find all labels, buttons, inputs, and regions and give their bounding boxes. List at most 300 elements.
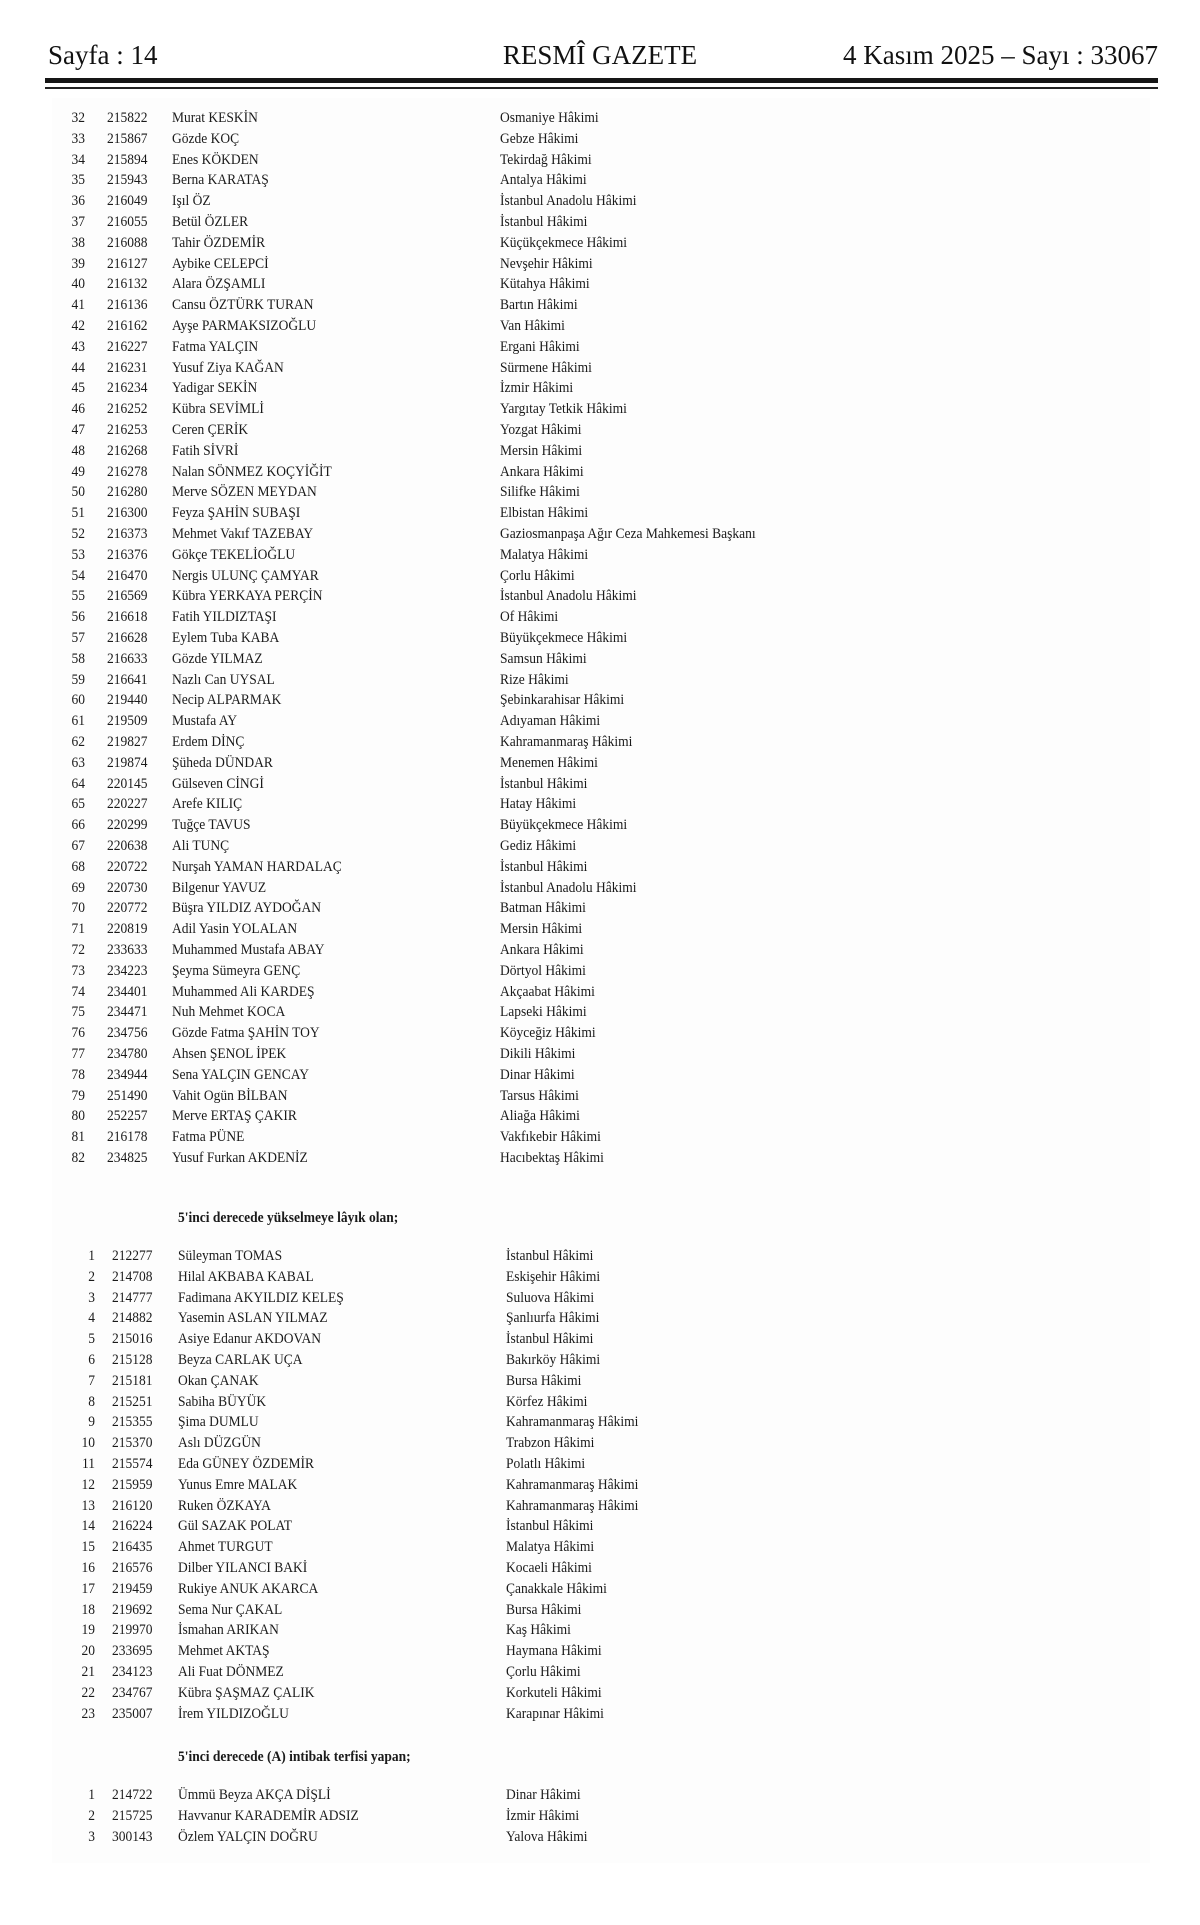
registry-number: 234767 [111,1684,153,1701]
table-row [0,1412,1080,1433]
table-row [0,191,1080,212]
registry-number: 219459 [111,1580,153,1597]
court-title: İstanbul Anadolu Hâkimi [499,193,637,210]
table-row [0,482,1080,503]
table-row [0,753,1080,774]
judge-name: Sena YALÇIN GENCAY [171,1066,310,1083]
row-number: 13 [81,1497,95,1514]
court-title: Bursa Hâkimi [505,1601,582,1618]
judge-name: Ayşe PARMAKSIZOĞLU [171,318,317,334]
judge-name: Yadigar SEKİN [171,380,258,397]
row-number: 21 [81,1664,95,1680]
judge-name: Kübra SEVİMLİ [171,401,264,418]
registry-number: 214777 [111,1289,153,1306]
row-number: 66 [71,817,85,834]
registry-number: 216470 [106,567,148,584]
registry-number: 215867 [106,130,148,147]
registry-number: 219874 [106,754,148,771]
row-number: 75 [71,1004,85,1021]
row-number: 9 [88,1414,95,1431]
judge-name: Necip ALPARMAK [171,692,282,709]
table-row [0,857,1080,878]
row-number: 1 [88,1248,95,1264]
registry-number: 216569 [106,588,148,605]
judge-name: Şeyma Sümeyra GENÇ [171,962,301,979]
judge-name: Kübra YERKAYA PERÇİN [171,588,323,605]
row-number: 4 [88,1310,95,1327]
row-number: 61 [71,713,85,730]
registry-number: 252257 [106,1108,148,1125]
row-number: 41 [71,297,85,314]
judge-name: Fatma YALÇIN [171,338,259,355]
table-row [0,898,1080,919]
table-row [0,690,1080,711]
row-number: 14 [81,1518,95,1535]
registry-number: 220299 [106,817,148,834]
court-title: Rize Hâkimi [499,671,569,688]
court-title: Polatlı Hâkimi [505,1456,586,1472]
court-title: Trabzon Hâkimi [505,1435,595,1452]
judge-name: Enes KÖKDEN [171,151,259,168]
registry-number: 219692 [111,1601,153,1618]
row-number: 82 [71,1150,85,1166]
judge-name: Ahsen ŞENOL İPEK [171,1046,287,1062]
judge-name: Eylem Tuba KABA [171,630,280,646]
table-row [0,358,1080,379]
court-title: Küçükçekmece Hâkimi [499,234,628,251]
row-number: 19 [81,1622,95,1639]
table-row [0,774,1080,795]
table-row [0,794,1080,815]
row-number: 79 [71,1087,85,1104]
judge-name: Gül SAZAK POLAT [177,1518,293,1535]
row-number: 2 [88,1807,95,1824]
table-row [0,1537,1080,1558]
row-number: 74 [71,983,85,1000]
court-title: Nevşehir Hâkimi [499,255,593,272]
row-number: 57 [71,630,85,646]
table-row [0,711,1080,732]
court-title: Gaziosmanpaşa Ağır Ceza Mahkemesi Başkanı [499,526,756,542]
registry-number: 233695 [111,1643,153,1660]
judge-name: Vahit Ogün BİLBAN [171,1087,288,1104]
row-number: 34 [71,151,85,168]
table-row [0,1148,1080,1169]
court-title: Dörtyol Hâkimi [499,962,586,979]
registry-number: 214722 [111,1787,153,1803]
court-title: Dinar Hâkimi [499,1066,575,1083]
registry-number: 216132 [106,276,148,293]
row-number: 76 [71,1025,85,1042]
judge-name: Işıl ÖZ [171,193,211,210]
registry-number: 215128 [111,1352,153,1368]
registry-number: 216576 [111,1560,153,1576]
row-number: 17 [81,1580,95,1597]
table-row [0,1371,1080,1392]
court-title: İstanbul Anadolu Hâkimi [499,879,637,896]
court-title: Malatya Hâkimi [505,1539,595,1556]
court-title: Adıyaman Hâkimi [499,713,601,730]
judge-name: Eda GÜNEY ÖZDEMİR [177,1456,314,1472]
court-title: Eskişehir Hâkimi [505,1268,601,1285]
table-row [0,254,1080,275]
row-number: 35 [71,172,85,189]
judge-name: Aslı DÜZGÜN [177,1435,261,1452]
registry-number: 214708 [111,1268,153,1285]
judge-name: Sema Nur ÇAKAL [177,1601,283,1618]
court-title: İzmir Hâkimi [505,1807,580,1824]
table-row [0,1392,1080,1413]
registry-number: 234401 [106,983,148,1000]
court-title: Yozgat Hâkimi [499,422,582,438]
registry-number: 300143 [111,1828,153,1845]
registry-number: 235007 [111,1705,153,1722]
table-row [0,524,1080,545]
court-title: Kahramanmaraş Hâkimi [499,734,633,750]
table-row [0,1662,1080,1683]
row-number: 68 [71,858,85,875]
registry-number: 216227 [106,338,148,355]
row-number: 52 [71,526,85,542]
registry-number: 216231 [106,359,148,376]
table-row [0,1558,1080,1579]
court-title: Tarsus Hâkimi [499,1087,579,1104]
table-row [0,545,1080,566]
table-row [0,1704,1080,1725]
table-row [0,1308,1080,1329]
row-number: 55 [71,588,85,605]
registry-number: 216252 [106,401,148,418]
table-row [0,961,1080,982]
judge-name: Arefe KILIÇ [171,796,243,813]
table-row [0,1579,1080,1600]
row-number: 18 [81,1601,95,1618]
row-number: 64 [71,775,85,792]
registry-number: 234780 [106,1046,148,1062]
court-title: Çorlu Hâkimi [499,567,575,584]
row-number: 22 [81,1684,95,1701]
table-row [0,1620,1080,1641]
judge-name: Ceren ÇERİK [171,422,249,438]
row-number: 23 [81,1705,95,1722]
court-title: Çanakkale Hâkimi [505,1580,607,1597]
judge-name: Muhammed Mustafa ABAY [171,942,325,958]
table-row [0,815,1080,836]
table-row [0,1002,1080,1023]
table-row [0,108,1080,129]
court-title: İstanbul Hâkimi [505,1331,594,1348]
row-number: 49 [71,463,85,480]
table-row [0,1827,1080,1848]
table-row [0,170,1080,191]
registry-number: 234223 [106,962,148,979]
judge-name: İrem YILDIZOĞLU [177,1705,289,1722]
registry-number: 216088 [106,234,148,251]
court-title: Vakfıkebir Hâkimi [499,1129,601,1146]
registry-number: 219827 [106,734,148,750]
judge-name: Nergis ULUNÇ ÇAMYAR [171,567,319,584]
judge-name: Yasemin ASLAN YILMAZ [177,1310,328,1327]
court-title: Korkuteli Hâkimi [505,1684,602,1701]
row-number: 6 [88,1352,95,1368]
court-title: Mersin Hâkimi [499,442,583,459]
registry-number: 216278 [106,463,148,480]
judge-name: Ali TUNÇ [171,838,230,854]
court-title: Samsun Hâkimi [499,650,587,667]
registry-number: 216049 [106,193,148,210]
table-row [0,1433,1080,1454]
registry-number: 234123 [111,1664,153,1680]
court-title: Büyükçekmece Hâkimi [499,817,628,834]
row-number: 77 [71,1046,85,1062]
row-number: 8 [88,1393,95,1410]
registry-number: 234944 [106,1066,148,1083]
table-row [0,1806,1080,1827]
judge-name: Alara ÖZŞAMLI [171,276,266,293]
court-title: Bartın Hâkimi [499,297,578,314]
court-title: Elbistan Hâkimi [499,505,589,522]
row-number: 78 [71,1066,85,1083]
row-number: 51 [71,505,85,522]
table-row [0,1246,1080,1267]
row-number: 5 [88,1331,95,1348]
judge-name: Kübra ŞAŞMAZ ÇALIK [177,1684,315,1701]
judge-name: Sabiha BÜYÜK [177,1393,267,1410]
judge-name: Cansu ÖZTÜRK TURAN [171,297,314,314]
judge-name: Nurşah YAMAN HARDALAÇ [171,858,342,875]
judge-name: Fatih SİVRİ [171,442,239,459]
judge-name: Fatma PÜNE [171,1129,245,1146]
court-title: İzmir Hâkimi [499,380,574,397]
court-title: İstanbul Hâkimi [499,858,588,875]
judge-name: Aybike CELEPCİ [171,255,269,272]
table-row [0,1600,1080,1621]
registry-number: 215370 [111,1435,153,1452]
registry-number: 216055 [106,214,148,230]
court-title: Köyceğiz Hâkimi [499,1025,596,1042]
judge-name: Fadimana AKYILDIZ KELEŞ [177,1289,344,1306]
court-title: Dikili Hâkimi [499,1046,576,1062]
judge-name: Betül ÖZLER [171,214,249,230]
court-title: Batman Hâkimi [499,900,586,917]
row-number: 54 [71,567,85,584]
table-row [0,566,1080,587]
row-number: 42 [71,318,85,334]
court-title: Kaş Hâkimi [505,1622,571,1639]
judge-name: Yusuf Furkan AKDENİZ [171,1150,308,1166]
judge-name: Hilal AKBABA KABAL [177,1268,314,1285]
registry-number: 215894 [106,151,148,168]
judge-name: Ali Fuat DÖNMEZ [177,1664,284,1680]
row-number: 72 [71,942,85,958]
row-number: 37 [71,214,85,230]
registry-number: 216628 [106,630,148,646]
court-title: Mersin Hâkimi [499,921,583,938]
row-number: 10 [81,1435,95,1452]
judge-name: Büşra YILDIZ AYDOĞAN [171,900,321,917]
court-title: Aliağa Hâkimi [499,1108,580,1125]
table-row [0,586,1080,607]
row-number: 70 [71,900,85,917]
court-title: İstanbul Hâkimi [499,214,588,230]
row-number: 62 [71,734,85,750]
registry-number: 233633 [106,942,148,958]
court-title: Menemen Hâkimi [499,754,598,771]
court-title: Osmaniye Hâkimi [499,110,599,126]
table-row [0,503,1080,524]
table-row [0,274,1080,295]
judge-name: Ümmü Beyza AKÇA DİŞLİ [177,1787,331,1803]
table-row [0,1267,1080,1288]
row-number: 69 [71,879,85,896]
table-row [0,150,1080,171]
table-row [0,399,1080,420]
judge-name: Nuh Mehmet KOCA [171,1004,286,1021]
judge-name: Gözde YILMAZ [171,650,263,667]
registry-number: 216253 [106,422,148,438]
row-number: 20 [81,1643,95,1660]
judge-name: Yunus Emre MALAK [177,1476,298,1493]
judge-name: Şüheda DÜNDAR [171,754,273,771]
table-row [0,628,1080,649]
judge-name: Nalan SÖNMEZ KOÇYİĞİT [171,463,332,480]
row-number: 73 [71,962,85,979]
court-title: Ankara Hâkimi [499,463,584,480]
table-row [0,1106,1080,1127]
row-number: 7 [88,1372,95,1389]
row-number: 47 [71,422,85,438]
court-title: Kahramanmaraş Hâkimi [505,1414,639,1431]
row-number: 46 [71,401,85,418]
court-title: Hatay Hâkimi [499,796,577,813]
registry-number: 216234 [106,380,148,397]
judge-name: Tuğçe TAVUS [171,817,251,834]
court-title: Dinar Hâkimi [505,1787,581,1803]
table-row [0,649,1080,670]
court-title: Suluova Hâkimi [505,1289,595,1306]
row-number: 45 [71,380,85,397]
registry-number: 220730 [106,879,148,896]
court-title: Antalya Hâkimi [499,172,587,189]
row-number: 53 [71,546,85,563]
table-row [0,212,1080,233]
table-row [0,1288,1080,1309]
page-number: Sayfa : 14 [48,40,158,70]
row-number: 48 [71,442,85,459]
court-title: Kahramanmaraş Hâkimi [505,1497,639,1514]
court-title: Hacıbektaş Hâkimi [499,1150,604,1166]
judge-name: Merve SÖZEN MEYDAN [171,484,317,501]
judge-name: Gözde Fatma ŞAHİN TOY [171,1025,320,1042]
judge-name: Murat KESKİN [171,110,258,126]
registry-number: 216268 [106,442,148,459]
registry-number: 215016 [111,1331,153,1348]
registry-number: 215959 [111,1476,153,1493]
table-row [0,1065,1080,1086]
court-title: Akçaabat Hâkimi [499,983,595,1000]
registry-number: 216127 [106,255,148,272]
court-title: Of Hâkimi [499,609,559,626]
row-number: 59 [71,671,85,688]
judge-name: Gökçe TEKELİOĞLU [171,546,296,563]
court-title: Gediz Hâkimi [499,838,577,854]
judge-name: Rukiye ANUK AKARCA [177,1580,319,1597]
row-number: 56 [71,609,85,626]
registry-number: 215574 [111,1456,153,1472]
registry-number: 215355 [111,1414,153,1431]
table-row [0,378,1080,399]
court-title: Bakırköy Hâkimi [505,1352,601,1368]
court-title: Silifke Hâkimi [499,484,580,501]
judge-name: Şima DUMLU [177,1414,259,1431]
table-row [0,1683,1080,1704]
court-title: Bursa Hâkimi [505,1372,582,1389]
judge-name: Beyza CARLAK UÇA [177,1352,303,1368]
row-number: 65 [71,796,85,813]
row-number: 36 [71,193,85,210]
section-heading: 5'inci derecede (A) intibak terfisi yapan; [178,1749,411,1765]
judge-name: Mehmet AKTAŞ [177,1643,270,1660]
judge-name: Berna KARATAŞ [171,172,269,189]
court-title: Malatya Hâkimi [499,546,589,563]
row-number: 44 [71,359,85,376]
court-title: Karapınar Hâkimi [505,1705,604,1722]
row-number: 58 [71,650,85,667]
table-row [0,1454,1080,1475]
judge-name: Ruken ÖZKAYA [177,1497,271,1514]
judge-name: Ahmet TURGUT [177,1539,273,1556]
table-row [0,982,1080,1003]
table-row [0,1329,1080,1350]
registry-number: 216618 [106,609,148,626]
table-row [0,670,1080,691]
row-number: 32 [71,110,85,126]
court-title: Ankara Hâkimi [499,942,584,958]
row-number: 40 [71,276,85,293]
table-row [0,233,1080,254]
row-number: 11 [81,1456,95,1472]
court-title: Gebze Hâkimi [499,130,579,147]
judge-name: Erdem DİNÇ [171,734,245,750]
row-number: 60 [71,692,85,709]
judge-name: Bilgenur YAVUZ [171,879,267,896]
judge-name: Merve ERTAŞ ÇAKIR [171,1108,297,1125]
registry-number: 216435 [111,1539,153,1556]
registry-number: 216162 [106,318,148,334]
judge-name: Gözde KOÇ [171,130,240,147]
registry-number: 216373 [106,526,148,542]
table-row [0,1044,1080,1065]
table-row [0,1023,1080,1044]
registry-number: 216376 [106,546,148,563]
registry-number: 214882 [111,1310,153,1327]
judge-name: Gülseven CİNGİ [171,775,264,792]
court-title: Tekirdağ Hâkimi [499,151,592,168]
table-row [0,420,1080,441]
table-row [0,295,1080,316]
registry-number: 220819 [106,921,148,938]
row-number: 39 [71,255,85,272]
table-row [0,441,1080,462]
table-row [0,940,1080,961]
row-number: 15 [81,1539,95,1556]
table-row [0,1086,1080,1107]
registry-number: 215181 [111,1372,153,1389]
row-number: 71 [71,921,85,938]
registry-number: 216178 [106,1129,148,1146]
judge-name: Feyza ŞAHİN SUBAŞI [171,505,301,522]
judge-name: Süleyman TOMAS [177,1248,283,1264]
